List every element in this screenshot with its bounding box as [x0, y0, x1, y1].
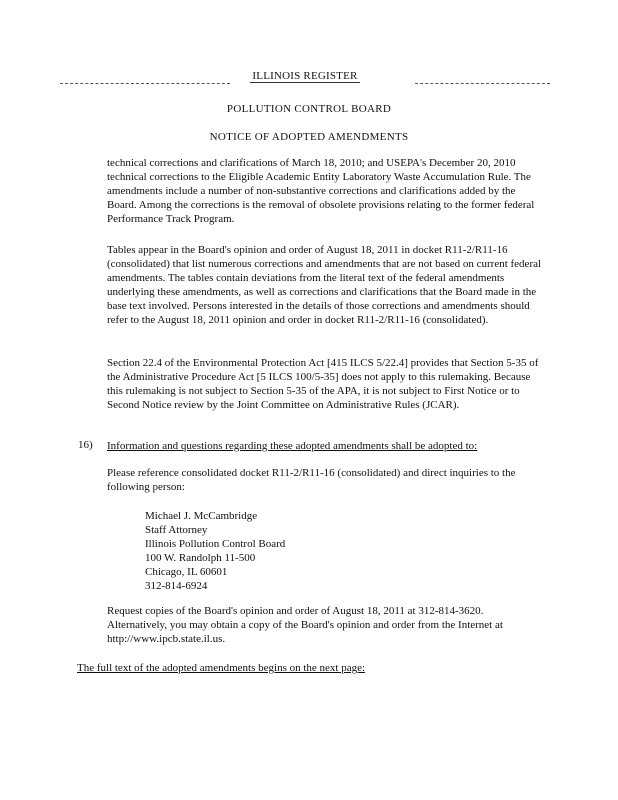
item-number: 16) [78, 439, 93, 451]
contact-name: Michael J. McCambridge [145, 510, 258, 522]
contact-city: Chicago, IL 60601 [145, 566, 228, 578]
register-title [60, 70, 550, 82]
header-rule-left [60, 83, 230, 84]
paragraph-amendments: technical corrections and clarifications of March 18, 2010; and USEPA's December 20, 2010 technical corrections to the Eligible Academic Entity Laboratory Waste Accumulation Rule. The amendments include a number of non-substantive corrections and clarifications added by the Board. Among the corrections is the removal of obsolete provisions relating to the former federal Performance Track Program. [107, 157, 535, 225]
paragraph-section-22-4: Section 22.4 of the Environmental Protection Act [415 ILCS 5/22.4] provides that Section 5-35 of the Administrative Procedure Act [5 ILCS 100/5-35] does not apply to this rulemaking. Because this rulemaking is not subject to Section 5-35 of the APA, it is not subject to First Notice or to Second Notice review by the Joint Committee on Administrative Rules (JCAR). [107, 357, 539, 411]
register-title-text: ILLINOIS REGISTER [252, 70, 358, 82]
footer-line: The full text of the adopted amendments begins on the next page: [77, 662, 366, 674]
contact-street: 100 W. Randolph 11-500 [145, 552, 256, 564]
register-header [60, 70, 550, 86]
contact-phone: 312-814-6924 [145, 580, 208, 592]
reference-paragraph: Please reference consolidated docket R11-2/R11-16 (consolidated) and direct inquiries to the following person: [107, 467, 516, 493]
paragraph-tables: Tables appear in the Board's opinion and order of August 18, 2011 in docket R11-2/R11-16 (consolidated) that list numerous corrections and amendments that are not based on current federal amendments. The tables contain deviations from the literal text of the federal amendments underlying these amendments, as well as corrections and clarifications that the Board made in the base text involved. Persons interested in the details of those corrections and amendments should refer to the August 18, 2011 opinion and order in docket R11-2/R11-16 (consolidated). [107, 244, 542, 326]
contact-block [145, 509, 445, 593]
notice-title: NOTICE OF ADOPTED AMENDMENTS [209, 131, 409, 143]
request-copies-paragraph: Request copies of the Board's opinion and order of August 18, 2011 at 312-814-3620. Alternatively, you may obtain a copy of the Board's opinion and order from the Internet at http://www.ipcb.state.il.us. [107, 605, 503, 645]
board-name: POLLUTION CONTROL BOARD [226, 103, 392, 115]
contact-title: Staff Attorney [145, 524, 208, 536]
item-heading: Information and questions regarding these adopted amendments shall be adopted to: [107, 440, 478, 452]
header-rule-right [415, 83, 550, 84]
contact-organization: Illinois Pollution Control Board [145, 538, 286, 550]
